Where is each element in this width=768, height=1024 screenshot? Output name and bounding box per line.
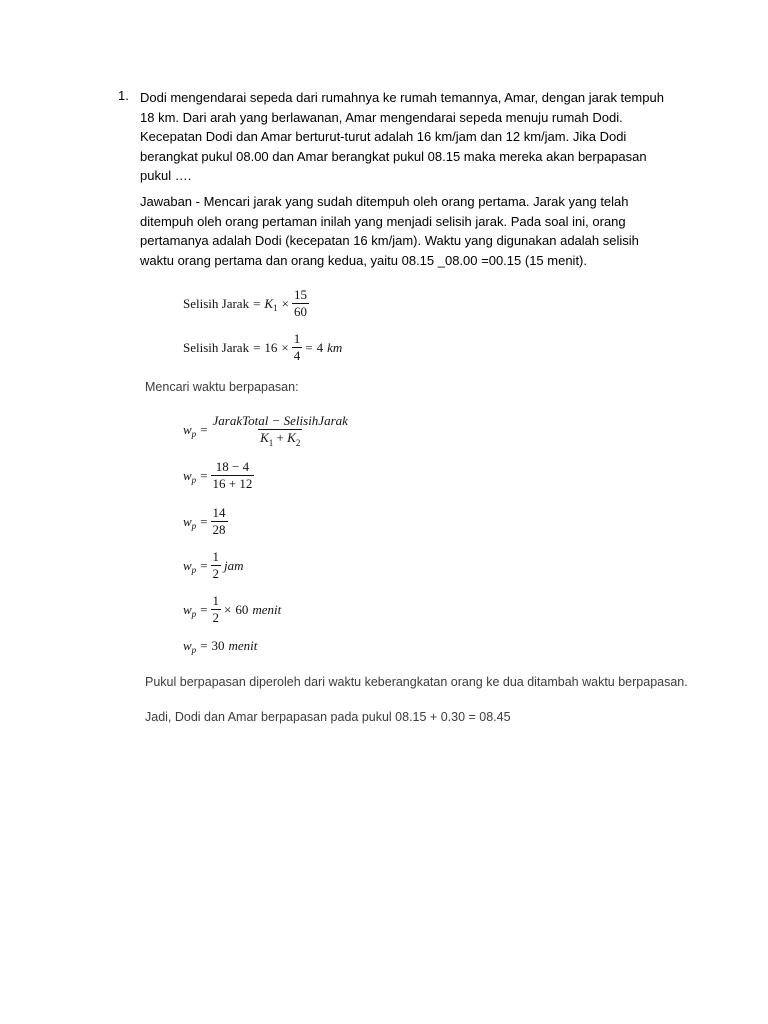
equals-sign: =: [200, 513, 208, 529]
formula-label: Selisih Jarak: [183, 339, 250, 355]
formula-selisih-jarak-2: [183, 332, 342, 363]
fraction-denominator: 16 + 12: [212, 476, 253, 491]
fraction: [211, 550, 222, 581]
wp-variable: w: [183, 467, 192, 483]
equals-sign: =: [200, 638, 208, 653]
k1-symbol: K: [260, 430, 269, 445]
fraction-numerator: JarakTotal − SelisihJarak: [212, 413, 348, 428]
wp-subscript: p: [191, 645, 197, 655]
question-line: 18 km. Dari arah yang berlawanan, Amar mengendarai sepeda menuju rumah Dodi.: [140, 109, 623, 125]
question-line: Kecepatan Dodi dan Amar berturut-turut adalah 16 km/jam dan 12 km/jam. Jika Dodi: [140, 129, 627, 144]
wp-step-5: [183, 594, 281, 625]
wp-subscript: p: [191, 564, 197, 575]
wp-subscript: p: [191, 520, 197, 531]
times-sign: ×: [281, 339, 289, 355]
answer-line: waktu orang pertama dan orang kedua, yaitu 08.15 _08.00 =00.15 (15 menit).: [140, 252, 587, 268]
formula-selisih-jarak-1: [183, 288, 312, 319]
equals-sign: =: [253, 339, 261, 355]
value-30: 30: [211, 638, 225, 653]
wp-variable: w: [183, 601, 192, 617]
fraction-numerator: 1: [212, 593, 220, 608]
equals-sign: =: [200, 422, 208, 437]
wp-subscript: p: [191, 429, 197, 439]
conclusion-line-2: Jadi, Dodi dan Amar berpapasan pada pukul 08.15 + 0.30 = 08.45: [145, 710, 511, 724]
value-60: 60: [235, 601, 249, 617]
wp-variable: w: [183, 557, 192, 573]
k2-subscript: 2: [295, 438, 301, 448]
wp-variable: w: [183, 638, 192, 653]
question-text: [140, 88, 670, 186]
fraction-denominator: [258, 429, 302, 446]
equals-sign: =: [305, 339, 313, 355]
question-line: Dodi mengendarai sepeda dari rumahnya ke rumah temannya, Amar, dengan jarak tempuh: [140, 90, 664, 105]
answer-line: pertamanya adalah Dodi (kecepatan 16 km/jam). Waktu yang digunakan adalah selisih: [140, 233, 639, 248]
fraction-denominator: 60: [293, 304, 307, 319]
question-line: berangkat pukul 08.00 dan Amar berangkat pukul 08.15 maka mereka akan berpapasan: [140, 148, 647, 164]
fraction: [211, 506, 228, 537]
fraction-denominator: 4: [293, 348, 301, 363]
equals-sign: =: [200, 467, 208, 483]
equals-sign: =: [200, 601, 208, 617]
fraction-numerator: 15: [293, 287, 307, 302]
wp-subscript: p: [191, 474, 197, 485]
wp-step-6: [183, 638, 257, 654]
wp-step-1: [183, 414, 353, 446]
fraction-numerator: 1: [212, 549, 220, 564]
unit-jam: jam: [224, 557, 244, 573]
fraction-denominator: 2: [212, 610, 220, 625]
formula-label: Selisih Jarak: [183, 295, 250, 311]
answer-line: Jawaban - Mencari jarak yang sudah ditempuh oleh orang pertama. Jarak yang telah: [140, 194, 629, 209]
wp-step-4: [183, 550, 244, 581]
plus-sign: +: [276, 430, 284, 445]
value-16: 16: [264, 339, 278, 355]
result-value: 4: [316, 339, 324, 355]
k-subscript: 1: [273, 302, 278, 313]
unit-km: km: [327, 339, 343, 355]
times-sign: ×: [281, 295, 289, 311]
fraction: [211, 594, 222, 625]
fraction: [292, 332, 303, 363]
times-sign: ×: [224, 601, 232, 617]
question-line: pukul ….: [140, 168, 192, 183]
answer-line: ditempuh oleh orang pertaman inilah yang menjadi selisih jarak. Pada soal ini, orang: [140, 213, 626, 229]
equals-sign: =: [253, 295, 261, 311]
conclusion-line-1: Pukul berpapasan diperoleh dari waktu keberangkatan orang ke dua ditambah waktu berpapasan.: [145, 675, 688, 689]
wp-step-3: [183, 506, 231, 537]
fraction: [211, 460, 255, 491]
wp-variable: w: [183, 422, 192, 437]
k-symbol: K: [264, 295, 274, 311]
unit-menit: menit: [252, 601, 282, 617]
unit-menit: menit: [228, 638, 258, 653]
k1-subscript: 1: [268, 438, 274, 448]
fraction-numerator: 14: [212, 505, 226, 520]
wp-step-2: [183, 460, 257, 491]
answer-text: [140, 192, 670, 270]
equals-sign: =: [200, 557, 208, 573]
fraction-numerator: 18 − 4: [215, 459, 250, 474]
section-heading: Mencari waktu berpapasan:: [145, 380, 299, 394]
fraction-numerator: 1: [293, 331, 301, 346]
fraction: [292, 288, 309, 319]
fraction-denominator: 28: [212, 522, 226, 537]
k2-symbol: K: [287, 430, 296, 445]
fraction-denominator: 2: [212, 566, 220, 581]
fraction: [211, 414, 350, 446]
wp-subscript: p: [191, 608, 197, 619]
question-number: 1.: [118, 88, 129, 103]
wp-variable: w: [183, 513, 192, 529]
